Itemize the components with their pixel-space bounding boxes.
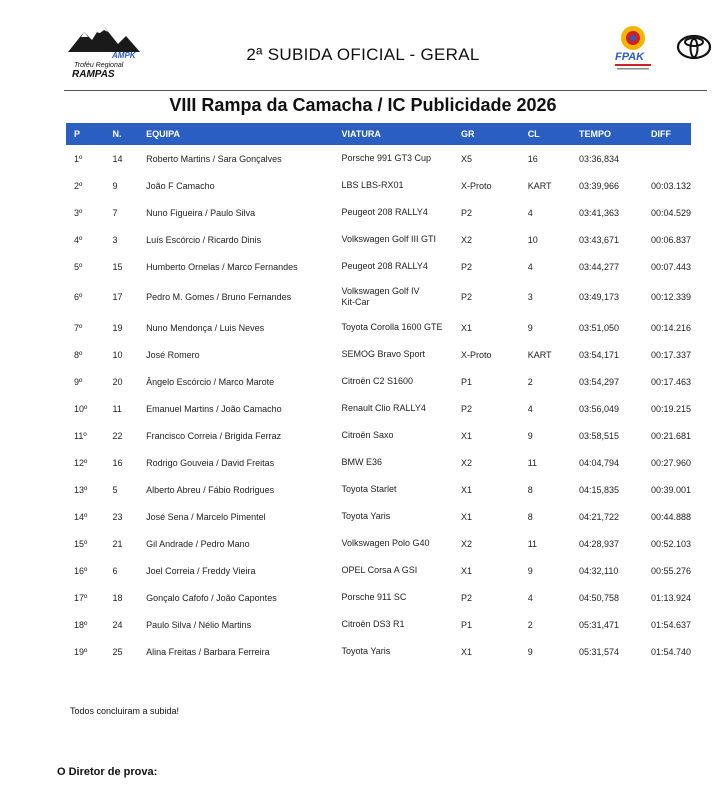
cell-n: 14 <box>112 153 123 164</box>
cell-equipa: Rodrigo Gouveia / David Freitas <box>146 457 275 468</box>
table-row <box>66 422 691 449</box>
cell-viatura <box>334 503 453 530</box>
table-row <box>66 199 691 226</box>
viatura-text: Toyota Corolla 1600 GTE <box>341 322 443 332</box>
cell-equipa: João F Camacho <box>146 180 215 191</box>
cell-gr: P2 <box>460 207 472 218</box>
cell-gr: P2 <box>460 403 472 414</box>
cell-equipa: José Sena / Marcelo Pimentel <box>146 511 266 522</box>
cell-diff <box>643 145 691 172</box>
cell-cl: 4 <box>527 403 533 414</box>
document-title: 2ª SUBIDA OFICIAL - GERAL <box>246 45 480 64</box>
cell-cl: 2 <box>527 619 533 630</box>
cell-n: 25 <box>112 646 123 657</box>
cell-equipa: Joel Correia / Freddy Vieira <box>146 565 256 576</box>
cell-tempo: 03:49,173 <box>578 292 620 302</box>
fpak-logo <box>611 24 655 74</box>
cell-tempo: 04:21,722 <box>578 511 620 522</box>
cell-cl: 11 <box>527 538 538 549</box>
cell-cl: KART <box>527 180 552 191</box>
cell-n: 3 <box>112 234 118 245</box>
viatura-text: Toyota Yaris <box>341 646 391 656</box>
viatura-text: BMW E36 <box>341 457 383 467</box>
viatura-text-line2: Kit-Car <box>341 297 370 307</box>
cell-gr: X1 <box>460 484 472 495</box>
cell-viatura <box>334 476 453 503</box>
cell-gr: P2 <box>460 592 472 603</box>
cell-diff: 00:12.339 <box>650 292 691 302</box>
cell-equipa: Gonçalo Cafofo / João Capontes <box>146 592 277 603</box>
cell-tempo: 03:54,171 <box>578 349 620 360</box>
cell-p: 14º <box>74 511 88 522</box>
cell-diff: 00:14.216 <box>650 322 691 333</box>
event-title: VIII Rampa da Camacha / IC Publicidade 2026 <box>169 95 557 115</box>
cell-tempo: 03:51,050 <box>578 322 620 333</box>
col-tempo: TEMPO <box>578 129 611 139</box>
cell-equipa: Pedro M. Gomes / Bruno Fernandes <box>146 292 292 302</box>
cell-n: 15 <box>112 261 123 272</box>
table-row <box>66 611 691 638</box>
table-row <box>66 341 691 368</box>
col-p: P <box>74 129 81 139</box>
svg-text:RAMPAS: RAMPAS <box>72 69 115 80</box>
cell-equipa: Paulo Silva / Nélio Martins <box>146 619 252 630</box>
cell-cl: 9 <box>527 430 533 441</box>
cell-gr: X2 <box>460 538 472 549</box>
cell-viatura <box>334 145 453 172</box>
cell-p: 1º <box>74 153 83 164</box>
cell-tempo: 04:15,835 <box>578 484 620 495</box>
cell-p: 6º <box>74 292 83 302</box>
cell-p: 7º <box>74 322 83 333</box>
cell-diff: 00:19.215 <box>650 403 691 414</box>
cell-diff: 00:03.132 <box>650 180 691 191</box>
cell-viatura <box>334 395 453 422</box>
col-viatura: VIATURA <box>341 129 381 139</box>
cell-gr: P1 <box>460 619 472 630</box>
cell-equipa: Alberto Abreu / Fábio Rodrigues <box>146 484 275 495</box>
results-body <box>66 145 691 665</box>
col-gr: GR <box>460 129 475 139</box>
cell-n: 20 <box>112 376 123 387</box>
cell-viatura <box>334 638 453 665</box>
viatura-text: Toyota Yaris <box>341 511 391 521</box>
cell-n: 19 <box>112 322 123 333</box>
table-row <box>66 253 691 280</box>
cell-viatura <box>334 584 453 611</box>
cell-viatura <box>334 341 453 368</box>
cell-cl: 3 <box>527 292 533 302</box>
cell-diff: 00:17.337 <box>650 349 691 360</box>
cell-cl: 2 <box>527 376 533 387</box>
cell-equipa: Emanuel Martins / João Camacho <box>146 403 282 414</box>
cell-cl: 4 <box>527 592 533 603</box>
viatura-text: Peugeot 208 RALLY4 <box>341 261 428 271</box>
cell-gr: X1 <box>460 565 472 576</box>
table-row <box>66 449 691 476</box>
cell-diff: 00:06.837 <box>650 234 691 245</box>
cell-p: 11º <box>74 430 87 441</box>
viatura-text: Volkswagen Polo G40 <box>341 538 430 548</box>
col-equipa: EQUIPA <box>146 129 180 139</box>
cell-p: 9º <box>74 376 83 387</box>
viatura-text: Porsche 991 GT3 Cup <box>341 153 432 163</box>
cell-diff: 01:13.924 <box>650 592 691 603</box>
cell-diff: 00:04.529 <box>650 207 691 218</box>
cell-viatura <box>334 449 453 476</box>
viatura-text: Porsche 911 SC <box>341 592 407 602</box>
cell-gr: P2 <box>460 261 472 272</box>
cell-diff: 00:21.681 <box>650 430 691 441</box>
cell-gr: X-Proto <box>460 180 492 191</box>
cell-viatura <box>334 368 453 395</box>
table-header-row <box>66 123 691 145</box>
cell-equipa: Nuno Mendonça / Luis Neves <box>146 322 265 333</box>
cell-n: 6 <box>112 565 118 576</box>
cell-equipa: Gil Andrade / Pedro Mano <box>146 538 250 549</box>
cell-n: 18 <box>112 592 123 603</box>
cell-diff: 01:54.637 <box>650 619 691 630</box>
cell-viatura <box>334 253 453 280</box>
table-row <box>66 503 691 530</box>
cell-n: 17 <box>112 292 123 302</box>
cell-gr: X1 <box>460 646 472 657</box>
cell-tempo: 03:58,515 <box>578 430 620 441</box>
header-divider <box>64 90 707 91</box>
cell-cl: 8 <box>527 484 533 495</box>
cell-tempo: 04:50,758 <box>578 592 620 603</box>
cell-n: 11 <box>112 403 122 414</box>
table-row <box>66 584 691 611</box>
cell-gr: X2 <box>460 457 472 468</box>
cell-gr: X2 <box>460 234 472 245</box>
svg-text:Troféu Regional: Troféu Regional <box>74 62 124 69</box>
viatura-text: Citroën Saxo <box>341 430 394 440</box>
cell-viatura <box>334 422 453 449</box>
cell-gr: X1 <box>460 430 472 441</box>
cell-n: 5 <box>112 484 118 495</box>
cell-tempo: 03:44,277 <box>578 261 620 272</box>
cell-cl: 16 <box>527 153 538 164</box>
viatura-text: Citroën C2 S1600 <box>341 376 414 386</box>
cell-diff: 00:39.001 <box>650 484 691 495</box>
cell-diff: 00:07.443 <box>650 261 691 272</box>
cell-gr: X1 <box>460 511 472 522</box>
table-row <box>66 476 691 503</box>
cell-p: 10º <box>74 403 88 414</box>
cell-viatura <box>334 172 453 199</box>
cell-p: 17º <box>74 592 88 603</box>
cell-p: 5º <box>74 261 83 272</box>
cell-cl: KART <box>527 349 552 360</box>
cell-p: 18º <box>74 619 88 630</box>
cell-n: 10 <box>112 349 123 360</box>
toyota-icon <box>676 34 712 60</box>
cell-n: 9 <box>112 180 118 191</box>
cell-equipa: Nuno Figueira / Paulo Silva <box>146 207 256 218</box>
cell-cl: 9 <box>527 565 533 576</box>
director-label: O Diretor de prova: <box>57 766 158 778</box>
table-row <box>66 638 691 665</box>
cell-diff: 01:54.740 <box>650 646 691 657</box>
cell-tempo: 04:04,794 <box>578 457 620 468</box>
cell-gr: X5 <box>460 153 472 164</box>
cell-p: 15º <box>74 538 88 549</box>
cell-tempo: 03:56,049 <box>578 403 620 414</box>
cell-n: 21 <box>112 538 123 549</box>
table-row <box>66 226 691 253</box>
table-row <box>66 280 691 314</box>
viatura-text: SEMOG Bravo Sport <box>341 349 426 359</box>
cell-equipa: Ângelo Escórcio / Marco Marote <box>146 376 275 387</box>
svg-text:FPAK: FPAK <box>615 51 645 63</box>
cell-tempo: 03:54,297 <box>578 376 620 387</box>
cell-n: 24 <box>112 619 123 630</box>
table-row <box>66 368 691 395</box>
cell-gr: X-Proto <box>460 349 492 360</box>
table-row <box>66 172 691 199</box>
cell-cl: 8 <box>527 511 533 522</box>
cell-cl: 9 <box>527 322 533 333</box>
viatura-text: OPEL Corsa A GSI <box>341 565 418 575</box>
viatura-text: Renault Clio RALLY4 <box>341 403 426 413</box>
cell-viatura <box>334 611 453 638</box>
cell-tempo: 03:36,834 <box>578 153 620 164</box>
cell-equipa: Francisco Correia / Brigida Ferraz <box>146 430 282 441</box>
cell-viatura <box>334 199 453 226</box>
cell-viatura <box>334 280 453 314</box>
svg-text:AMPK: AMPK <box>112 51 136 60</box>
table-row <box>66 557 691 584</box>
col-diff: DIFF <box>650 129 671 139</box>
viatura-text: LBS LBS-RX01 <box>341 180 404 190</box>
cell-gr: P2 <box>460 292 472 302</box>
cell-viatura <box>334 226 453 253</box>
cell-equipa: Humberto Ornelas / Marco Fernandes <box>146 261 298 272</box>
viatura-text: Toyota Starlet <box>341 484 397 494</box>
cell-p: 16º <box>74 565 88 576</box>
viatura-text: Citroën DS3 R1 <box>341 619 405 629</box>
cell-p: 2º <box>74 180 83 191</box>
col-cl: CL <box>527 129 540 139</box>
results-table <box>66 123 691 665</box>
cell-equipa: Luís Escórcio / Ricardo Dinis <box>146 234 262 245</box>
table-row <box>66 145 691 172</box>
cell-viatura <box>334 557 453 584</box>
cell-p: 13º <box>74 484 88 495</box>
cell-diff: 00:55.276 <box>650 565 691 576</box>
table-row <box>66 314 691 341</box>
col-n: N. <box>112 129 122 139</box>
cell-viatura <box>334 530 453 557</box>
cell-gr: P1 <box>460 376 472 387</box>
cell-p: 3º <box>74 207 83 218</box>
cell-gr: X1 <box>460 322 472 333</box>
cell-n: 7 <box>112 207 118 218</box>
cell-p: 4º <box>74 234 83 245</box>
cell-tempo: 03:41,363 <box>578 207 620 218</box>
cell-n: 22 <box>112 430 123 441</box>
cell-tempo: 03:39,966 <box>578 180 620 191</box>
cell-tempo: 05:31,471 <box>578 619 620 630</box>
cell-tempo: 04:32,110 <box>578 565 619 576</box>
viatura-text: Peugeot 208 RALLY4 <box>341 207 428 217</box>
cell-cl: 10 <box>527 234 538 245</box>
cell-p: 19º <box>74 646 88 657</box>
cell-viatura <box>334 314 453 341</box>
cell-diff: 00:52.103 <box>650 538 691 549</box>
cell-cl: 9 <box>527 646 533 657</box>
cell-diff: 00:27.960 <box>650 457 691 468</box>
cell-equipa: Roberto Martins / Sara Gonçalves <box>146 153 282 164</box>
table-row <box>66 395 691 422</box>
cell-tempo: 04:28,937 <box>578 538 620 549</box>
cell-equipa: José Romero <box>146 349 200 360</box>
viatura-text: Volkswagen Golf III GTI <box>341 234 437 244</box>
cell-cl: 11 <box>527 457 538 468</box>
cell-equipa: Alina Freitas / Barbara Ferreira <box>146 646 270 657</box>
table-row <box>66 530 691 557</box>
cell-cl: 4 <box>527 261 533 272</box>
footnote: Todos concluiram a subida! <box>70 706 180 716</box>
cell-diff: 00:17.463 <box>650 376 691 387</box>
viatura-text: Volkswagen Golf IV <box>341 286 420 296</box>
cell-tempo: 03:43,671 <box>578 234 620 245</box>
cell-p: 12º <box>74 457 88 468</box>
cell-p: 8º <box>74 349 83 360</box>
cell-cl: 4 <box>527 207 533 218</box>
cell-n: 23 <box>112 511 123 522</box>
cell-tempo: 05:31,574 <box>578 646 620 657</box>
cell-diff: 00:44.888 <box>650 511 691 522</box>
cell-n: 16 <box>112 457 123 468</box>
